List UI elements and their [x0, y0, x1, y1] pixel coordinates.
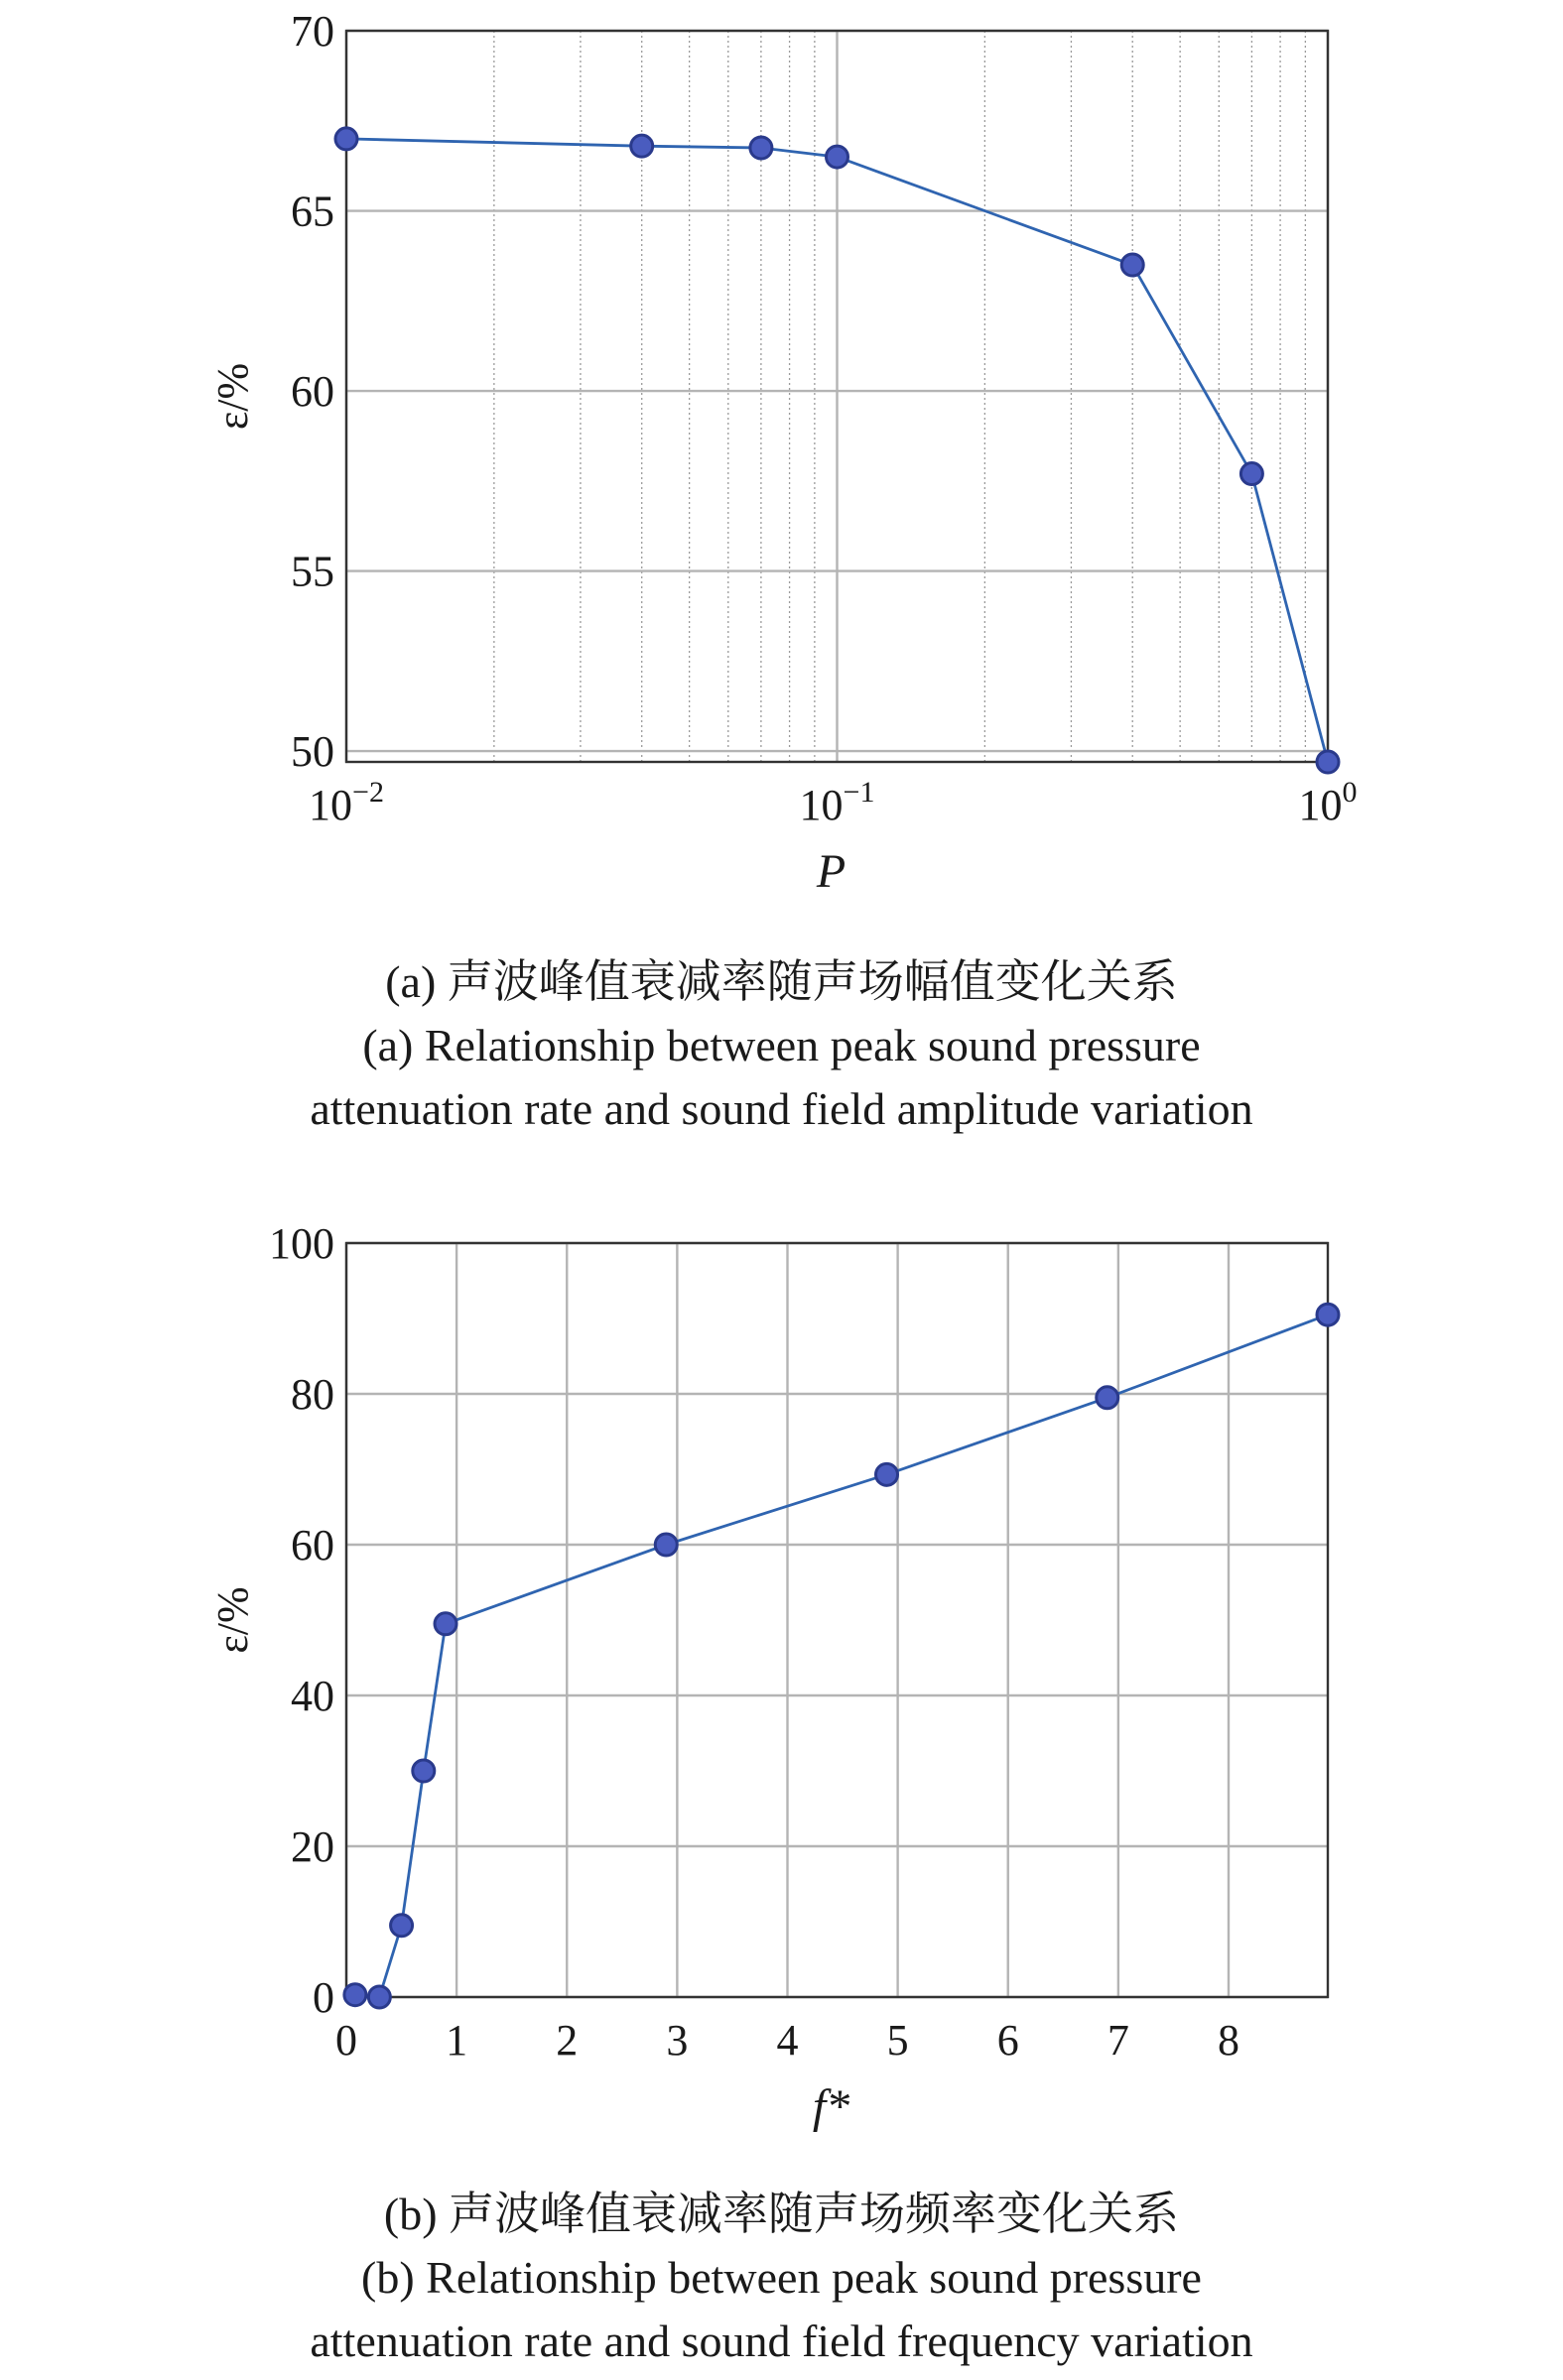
chart-b: [208, 1219, 1339, 2133]
data-point-b: [344, 1984, 366, 2006]
data-point-b: [655, 1534, 677, 1556]
data-point-b: [876, 1463, 898, 1485]
data-point-b: [1317, 1304, 1339, 1325]
y-tick-label: 50: [291, 727, 334, 777]
y-tick-label: 20: [291, 1822, 334, 1871]
caption-a-en-line2: attenuation rate and sound field amplitude variation: [310, 1083, 1253, 1134]
chart-a: [208, 7, 1358, 898]
data-point-a: [335, 128, 357, 150]
x-tick-base: 10: [1298, 781, 1343, 829]
caption-b: [0, 2183, 1563, 2373]
x-tick-exponent: −1: [843, 776, 875, 809]
y-tick-label: 60: [291, 367, 334, 417]
caption-a: [0, 950, 1563, 1141]
y-axis-label: ε/%: [208, 1586, 257, 1654]
x-tick-label: 8: [1217, 2016, 1239, 2065]
data-point-b: [413, 1760, 435, 1782]
x-tick-exponent: −2: [352, 776, 384, 809]
y-axis-label: ε/%: [208, 362, 257, 431]
x-tick-label: 7: [1107, 2016, 1129, 2065]
x-tick-base: 10: [799, 781, 844, 829]
x-tick-label: [800, 776, 875, 829]
x-tick-label: 0: [335, 2016, 357, 2065]
y-tick-label: 0: [313, 1973, 334, 2022]
x-axis-label: f*: [812, 2080, 850, 2133]
y-tick-label: 100: [269, 1219, 334, 1268]
data-point-a: [631, 135, 653, 157]
x-tick-label: [1299, 776, 1358, 829]
plot-frame: [346, 1243, 1328, 1997]
x-tick-label: 5: [886, 2016, 909, 2065]
y-tick-label: 40: [291, 1672, 334, 1720]
series-line-b: [355, 1315, 1328, 1997]
x-tick-label: [309, 776, 384, 829]
x-tick-exponent: 0: [1342, 776, 1358, 809]
data-point-b: [1097, 1387, 1118, 1409]
data-point-a: [827, 146, 848, 168]
x-tick-label: 2: [556, 2016, 579, 2065]
data-point-b: [435, 1613, 456, 1635]
caption-b-en-line1: (b) Relationship between peak sound pressure: [361, 2252, 1202, 2303]
x-axis-label: P: [816, 845, 847, 898]
y-tick-label: 80: [291, 1370, 334, 1419]
x-tick-base: 10: [309, 781, 353, 829]
caption-b-en-line2: attenuation rate and sound field frequency variation: [310, 2316, 1253, 2366]
caption-b-cn: (b) 声波峰值衰减率随声场频率变化关系: [383, 2189, 1180, 2239]
x-tick-label: 1: [446, 2016, 468, 2065]
x-tick-label: 6: [996, 2016, 1019, 2065]
caption-a-en-line1: (a) Relationship between peak sound pressure: [362, 1020, 1201, 1070]
caption-a-cn: (a) 声波峰值衰减率随声场幅值变化关系: [385, 956, 1178, 1007]
y-tick-label: 60: [291, 1521, 334, 1569]
data-point-b: [391, 1915, 413, 1937]
y-tick-label: 70: [291, 7, 334, 56]
data-point-a: [1121, 254, 1143, 276]
x-tick-label: 4: [776, 2016, 799, 2065]
x-tick-label: 3: [666, 2016, 689, 2065]
data-point-a: [1240, 463, 1262, 485]
data-point-a: [1317, 751, 1339, 773]
data-point-b: [368, 1986, 390, 2008]
y-tick-label: 65: [291, 187, 334, 236]
data-point-a: [750, 137, 772, 159]
y-tick-label: 55: [291, 547, 334, 596]
